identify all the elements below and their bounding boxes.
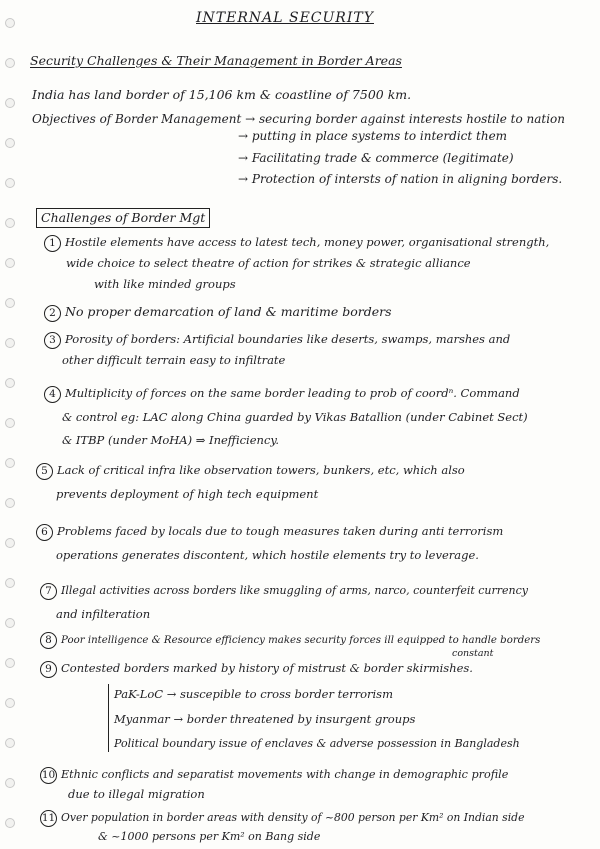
point-text: Illegal activities across borders like smuggling of arms, narco, counterfeit currency [61, 584, 528, 597]
point-text: Hostile elements have access to latest tech, money power, organisational strength, [65, 235, 550, 249]
intro-line: → Protection of intersts of nation in aligning borders. [238, 172, 563, 186]
binding-hole [5, 298, 15, 308]
binding-hole [5, 178, 15, 188]
point-line [44, 385, 520, 403]
point-number: 10 [40, 767, 57, 784]
binding-hole [5, 98, 15, 108]
point-text: Multiplicity of forces on the same border leading to prob of coordⁿ. Command [65, 386, 520, 400]
binding-hole [5, 778, 15, 788]
page-title: INTERNAL SECURITY [196, 10, 374, 26]
sub-point: PaK-LoC → suscepible to cross border terrorism [114, 687, 393, 701]
point-number: 3 [44, 332, 61, 349]
point-text: Contested borders marked by history of mistrust & border skirmishes. [61, 661, 473, 675]
point-text: Porosity of borders: Artificial boundaries like deserts, swamps, marshes and [65, 332, 511, 346]
point-text: Lack of critical infra like observation towers, bunkers, etc, which also [57, 463, 465, 477]
section-heading: Security Challenges & Their Management in Border Areas [30, 53, 402, 68]
point-line: and infilteration [56, 607, 151, 621]
challenges-heading: Challenges of Border Mgt [36, 208, 210, 228]
binding-hole [5, 458, 15, 468]
point-text: Over population in border areas with density of ~800 person per Km² on Indian side [61, 811, 525, 824]
binding-hole [5, 658, 15, 668]
point-line [40, 810, 524, 827]
point-text: No proper demarcation of land & maritime borders [65, 304, 392, 319]
point-line [44, 304, 392, 322]
binding-hole [5, 738, 15, 748]
intro-line: → putting in place systems to interdict them [238, 129, 508, 143]
point-line: & ITBP (under MoHA) ⇒ Inefficiency. [62, 433, 280, 447]
point-line: with like minded groups [94, 277, 236, 291]
spiral-binding [2, 0, 16, 849]
sub-point-bracket [108, 684, 109, 752]
point-line [40, 767, 508, 784]
point-text: Problems faced by locals due to tough measures taken during anti terrorism [57, 524, 504, 538]
intro-line: India has land border of 15,106 km & coastline of 7500 km. [32, 87, 412, 102]
point-line: & control eg: LAC along China guarded by Vikas Batallion (under Cabinet Sect) [62, 410, 528, 424]
binding-hole [5, 618, 15, 628]
binding-hole [5, 18, 15, 28]
point-number: 9 [40, 661, 57, 678]
point-line: operations generates discontent, which hostile elements try to leverage. [56, 548, 479, 562]
binding-hole [5, 698, 15, 708]
binding-hole [5, 258, 15, 268]
point-number: 6 [36, 524, 53, 541]
constant-note: constant [452, 648, 494, 659]
binding-hole [5, 58, 15, 68]
binding-hole [5, 138, 15, 148]
point-line: prevents deployment of high tech equipment [56, 487, 319, 501]
point-number: 2 [44, 305, 61, 322]
sub-point: Myanmar → border threatened by insurgent groups [114, 712, 416, 726]
binding-hole [5, 338, 15, 348]
intro-line: → Facilitating trade & commerce (legitimate) [238, 151, 514, 165]
point-line: other difficult terrain easy to infiltrate [62, 353, 286, 367]
point-line [44, 331, 510, 349]
point-line [36, 523, 503, 541]
point-line: wide choice to select theatre of action for strikes & strategic alliance [66, 256, 471, 270]
binding-hole [5, 538, 15, 548]
point-number: 5 [36, 463, 53, 480]
binding-hole [5, 378, 15, 388]
point-line [36, 462, 465, 480]
point-number: 11 [40, 810, 57, 827]
point-line: due to illegal migration [68, 787, 205, 801]
point-line [40, 660, 473, 678]
binding-hole [5, 218, 15, 228]
point-line [44, 234, 549, 252]
point-number: 8 [40, 632, 57, 649]
point-number: 1 [44, 235, 61, 252]
point-number: 4 [44, 386, 61, 403]
binding-hole [5, 498, 15, 508]
point-number: 7 [40, 583, 57, 600]
intro-line: Objectives of Border Management → securing border against interests hostile to nation [32, 112, 565, 126]
binding-hole [5, 418, 15, 428]
point-line [40, 583, 528, 600]
binding-hole [5, 818, 15, 828]
sub-point: Political boundary issue of enclaves & adverse possession in Bangladesh [114, 737, 520, 750]
point-text: Ethnic conflicts and separatist movements with change in demographic profile [61, 768, 509, 781]
point-text: Poor intelligence & Resource efficiency makes security forces ill equipped to handle borders [61, 635, 541, 646]
point-line: & ~1000 persons per Km² on Bang side [98, 830, 321, 843]
binding-hole [5, 578, 15, 588]
